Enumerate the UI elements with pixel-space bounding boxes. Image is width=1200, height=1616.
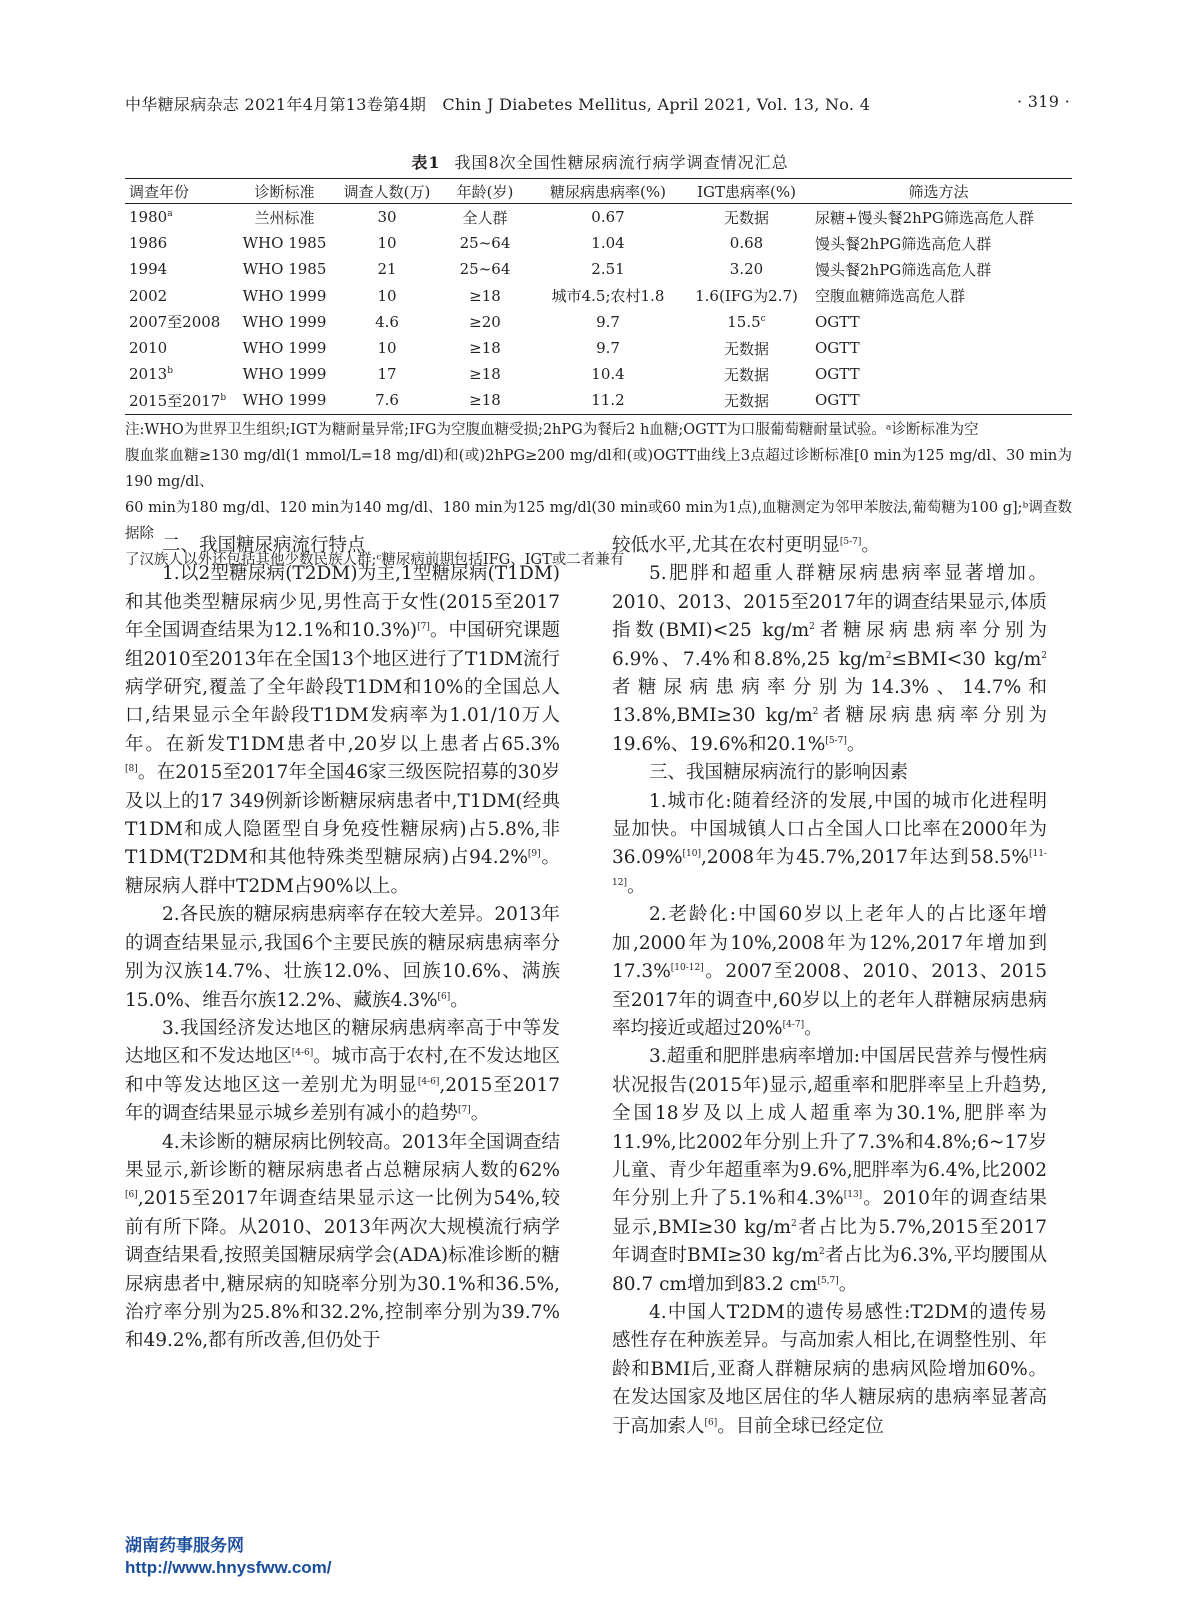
cell-text: WHO 1999 (242, 339, 327, 358)
citation: [11-12] (612, 849, 1047, 888)
table-cell-dm (528, 387, 688, 414)
cell-text: WHO 1999 (242, 286, 327, 305)
table-cell-igt (688, 283, 805, 309)
text-run: 4.未诊断的糖尿病比例较高。2013年全国调查结果显示,新诊断的糖尿病患者占总糖尿病人数的62% (125, 1131, 560, 1181)
cell-text: 0.67 (591, 208, 625, 227)
table-cell-std (237, 230, 332, 256)
table-cell-std (237, 361, 332, 387)
table-cell-std (237, 256, 332, 282)
note-line: 了汉族人以外还包括其他少数民族人群;ᶜ糖尿病前期包括IFG、IGT或二者兼有 (125, 552, 625, 568)
cell-text: 尿糖+馒头餐2hPG筛选高危人群 (815, 208, 1034, 227)
table-cell-method (805, 309, 1072, 335)
text-run: 。目前全球已经定位 (717, 1415, 884, 1437)
cell-text: OGTT (815, 391, 860, 410)
cell-text: OGTT (815, 339, 860, 358)
table-cell-n (332, 204, 442, 231)
cell-text: 1.04 (591, 234, 625, 253)
cell-text: 1994 (129, 260, 168, 279)
text-run: 。 (470, 1103, 490, 1125)
cell-text: 1980 (129, 208, 168, 227)
table-cell-age (442, 387, 528, 414)
cell-text: 2.51 (591, 260, 625, 279)
section-heading (612, 759, 1047, 787)
table-cell-year (125, 335, 237, 361)
citation: [5-7] (839, 536, 862, 547)
text-run: 者占比为5.7%,2015至2017年调查时BMI≥30 kg/m (612, 1216, 1047, 1267)
footnote-marker: b (167, 366, 173, 377)
table-cell-dm (528, 256, 688, 282)
table-cell-n (332, 387, 442, 414)
table-cell-method (805, 361, 1072, 387)
text-run: 5.肥胖和超重人群糖尿病患病率显著增加。2010、2013、2015至2017年的调查结果显示,体质指数(BMI)<25 kg/m (612, 563, 1047, 642)
body-paragraph (125, 1129, 560, 1356)
cell-text: 无数据 (723, 365, 769, 384)
cell-text: 2010 (129, 339, 168, 358)
text-run: 者糖尿病患病率分别为19.6%、19.6%和20.1% (612, 705, 1047, 755)
table-cell-age (442, 204, 528, 231)
right-column (612, 532, 1047, 1441)
table-cell-n (332, 256, 442, 282)
table-cell-n (332, 230, 442, 256)
table-cell-igt (688, 387, 805, 414)
citation: [6] (704, 1417, 718, 1428)
citation: [6] (437, 991, 451, 1002)
table-cell-igt (688, 256, 805, 282)
table-row (125, 230, 1072, 256)
cell-text: 30 (377, 208, 397, 227)
table-row (125, 387, 1072, 414)
citation: 2 (1041, 650, 1047, 661)
table-row (125, 361, 1072, 387)
cell-text: 无数据 (723, 339, 769, 358)
citation: [8] (125, 764, 138, 775)
text-run: 2.各民族的糖尿病患病率存在较大差异。2013年的调查结果显示,我国6个主要民族的糖尿病患病率分别为汉族14.7%、壮族12.0%、回族10.6%、满族15.0%、维吾尔族12.2%、藏族4.3% (125, 904, 560, 1011)
text-run: 4.中国人T2DM的遗传易感性:T2DM的遗传易感性存在种族差异。与高加索人相比,在调整性别、年龄和BMI后,亚裔人群糖尿病的患病风险增加60%。在发达国家及地区居住的华人糖尿病的患病率显著高于高加索人 (612, 1301, 1047, 1437)
body-paragraph (125, 901, 560, 1015)
cell-text: 25~64 (459, 234, 511, 253)
body-paragraph (612, 788, 1047, 902)
text-run: 二、我国糖尿病流行特点 (162, 535, 366, 556)
col-header: 诊断标准 (237, 179, 332, 204)
citation: [5-7] (825, 735, 847, 746)
table-cell-method (805, 230, 1072, 256)
table-cell-year (125, 361, 237, 387)
citation: [4-6] (417, 1076, 440, 1087)
cell-text: 0.68 (729, 234, 764, 253)
cell-text: WHO 1999 (242, 391, 327, 410)
watermark-url: http://www.hnysfww.com/ (125, 1558, 332, 1577)
col-header: 糖尿病患病率(%) (528, 179, 688, 204)
cell-text: 11.2 (591, 391, 625, 410)
table-cell-method (805, 283, 1072, 309)
citation: [6] (125, 1190, 138, 1201)
cell-text: 无数据 (723, 208, 769, 227)
cell-text: 7.6 (375, 391, 399, 410)
footnote-marker: b (220, 392, 227, 403)
note-line: 腹血浆血糖≥130 mg/dl(1 mmol/L=18 mg/dl)和(或)2hPG≥200 mg/dl和(或)OGTT曲线上3点超过诊断标准[0 min为125 mg/dl、30 min为190 mg/dl、 (125, 448, 1072, 490)
text-run: 者占比为6.3%,平均腰围从80.7 cm增加到83.2 cm (612, 1245, 1047, 1295)
text-run: 2.老龄化:中国60岁以上老年人的占比逐年增加,2000年为10%,2008年为12%,2017年增加到17.3% (612, 904, 1047, 983)
cell-text: 2015至2017 (129, 391, 221, 410)
cell-text: 馒头餐2hPG筛选高危人群 (815, 234, 992, 253)
table-cell-igt (688, 361, 805, 387)
cell-text: ≥18 (469, 391, 501, 410)
cell-text: OGTT (815, 365, 860, 384)
col-header: IGT患病率(%) (688, 179, 805, 204)
journal-citation: 中华糖尿病杂志 2021年4月第13卷第4期 Chin J Diabetes Mellitus, April 2021, Vol. 13, No. 4 (125, 95, 871, 114)
citation: 2 (809, 622, 815, 633)
page-number: · 319 · (1017, 92, 1070, 111)
cell-text: 9.7 (596, 339, 620, 358)
cell-text: 馒头餐2hPG筛选高危人群 (815, 260, 992, 279)
table-cell-method (805, 335, 1072, 361)
body-paragraph (125, 560, 560, 901)
table-cell-dm (528, 309, 688, 335)
table-cell-year (125, 230, 237, 256)
text-run: 较低水平,尤其在农村更明显 (612, 535, 840, 556)
table-row (125, 283, 1072, 309)
text-run: 。城市高于农村,在不发达地区和中等发达地区这一差别尤为明显 (125, 1046, 560, 1096)
cell-text: WHO 1999 (242, 312, 327, 331)
table-cell-std (237, 335, 332, 361)
cell-text: 4.6 (375, 312, 399, 331)
table-title: 我国8次全国性糖尿病流行病学调查情况汇总 (454, 153, 789, 172)
col-header: 年龄(岁) (442, 179, 528, 204)
cell-text: ≥18 (469, 286, 501, 305)
table-cell-igt (688, 309, 805, 335)
table-cell-method (805, 387, 1072, 414)
cell-text: ≥20 (469, 312, 501, 331)
cell-text: 1.6(IFG为2.7) (695, 287, 798, 306)
table-cell-igt (688, 230, 805, 256)
table-caption (0, 150, 1200, 173)
table-cell-std (237, 309, 332, 335)
text-run: 者糖尿病患病率分别为6.9%、7.4%和8.8%,25 kg/m (612, 620, 1047, 670)
text-run: 。在2015至2017年全国46家三级医院招募的30岁及以上的17 349例新诊断糖尿病患者中,T1DM(经典T1DM和成人隐匿型自身免疫性糖尿病)占5.8%,非T1DM(T2DM和其他特殊类型糖尿病)占94.2% (125, 762, 560, 869)
table-cell-age (442, 361, 528, 387)
survey-table (125, 178, 1072, 415)
cell-text: 3.20 (729, 260, 764, 279)
text-run: 3.我国经济发达地区的糖尿病患病率高于中等发达地区和不发达地区 (125, 1017, 560, 1068)
table-cell-igt (688, 204, 805, 231)
text-run: 。2010年的调查结果显示,BMI≥30 kg/m (612, 1188, 1047, 1238)
table-row (125, 204, 1072, 231)
text-run: 。 (846, 733, 866, 755)
table-cell-std (237, 387, 332, 414)
citation: 2 (819, 1247, 825, 1257)
footnote-marker: a (167, 209, 173, 220)
table-cell-age (442, 335, 528, 361)
text-run: 。中国研究课题组2010至2013年在全国13个地区进行了T1DM流行病学研究,覆盖了全年龄段T1DM和10%的全国总人口,结果显示全年龄段T1DM发病率为1.01/10万人年。在新发T1DM患者中,20岁以上患者占65.3% (125, 620, 560, 755)
citation: [5,7] (817, 1275, 839, 1286)
text-run: 1.以2型糖尿病(T2DM)为主,1型糖尿病(T1DM)和其他类型糖尿病少见,男性高于女性(2015至2017年全国调查结果为12.1%和10.3%) (125, 563, 560, 642)
section-heading (125, 532, 560, 560)
text-run: 。 (861, 535, 880, 556)
table-cell-n (332, 309, 442, 335)
table-body (125, 204, 1072, 415)
cell-text: OGTT (815, 312, 860, 331)
footnote-marker: c (760, 313, 766, 324)
note-line: 60 min为180 mg/dl、120 min为140 mg/dl、180 min为125 mg/dl(30 min或60 min为1点),血糖测定为邻甲苯胺法,葡萄糖为100 g];ᵇ调查数据除 (125, 500, 1072, 542)
col-header: 筛选方法 (805, 179, 1072, 204)
body-paragraph (612, 1043, 1047, 1299)
cell-text: 兰州标准 (254, 208, 315, 227)
text-run: 。 (626, 875, 646, 897)
citation: [13] (843, 1190, 863, 1201)
text-run: 1.城市化:随着经济的发展,中国的城市化进程明显加快。中国城镇人口占全国人口比率在2000年为36.09% (612, 790, 1047, 869)
cell-text: 10 (377, 339, 397, 358)
table-header-row (125, 179, 1072, 204)
table-row (125, 256, 1072, 282)
watermark-site-name: 湖南药事服务网 (125, 1536, 244, 1555)
table-cell-age (442, 309, 528, 335)
cell-text: 2007至2008 (129, 313, 221, 332)
citation: [7] (458, 1104, 471, 1115)
table-cell-dm (528, 204, 688, 231)
table-cell-igt (688, 335, 805, 361)
table-cell-method (805, 256, 1072, 282)
watermark (125, 1535, 332, 1579)
cell-text: 无数据 (723, 391, 769, 410)
table-cell-year (125, 387, 237, 414)
cell-text: 2013 (129, 365, 168, 384)
cell-text: 21 (377, 260, 397, 279)
citation: [10] (682, 849, 702, 860)
citation: 2 (791, 1218, 797, 1229)
cell-text: 10 (377, 234, 397, 253)
table-cell-n (332, 361, 442, 387)
body-paragraph (612, 532, 1047, 560)
cell-text: 全人群 (462, 208, 508, 227)
left-column (125, 532, 560, 1356)
citation: [4-6] (291, 1048, 314, 1059)
citation: [10-12] (670, 962, 704, 973)
table-row (125, 309, 1072, 335)
table-cell-dm (528, 283, 688, 309)
cell-text: WHO 1999 (242, 365, 327, 384)
table-cell-n (332, 283, 442, 309)
text-run: 者糖尿病患病率分别为14.3%、14.7%和13.8%,BMI≥30 kg/m (612, 677, 1047, 727)
col-header: 调查人数(万) (332, 179, 442, 204)
cell-text: 空腹血糖筛选高危人群 (815, 287, 966, 306)
table-cell-year (125, 283, 237, 309)
table-label: 表1 (411, 153, 441, 172)
text-run: 3.超重和肥胖患病率增加:中国居民营养与慢性病状况报告(2015年)显示,超重率和肥胖率呈上升趋势,全国18岁及以上成人超重率为30.1%,肥胖率为11.9%,比2002年分别上升了7.3%和4.8%;6~17岁儿童、青少年超重率为9.6%,肥胖率为6.4%,比2002年分别上升了5.1%和4.3% (612, 1046, 1047, 1210)
note-line: 注:WHO为世界卫生组织;IGT为糖耐量异常;IFG为空腹血糖受损;2hPG为餐后2 h血糖;OGTT为口服葡萄糖耐量试验。ᵃ诊断标准为空 (125, 422, 979, 438)
text-run: ,2015至2017年的调查结果显示城乡差别有减小的趋势 (125, 1074, 560, 1125)
cell-text: 9.7 (596, 312, 620, 331)
cell-text: ≥18 (469, 365, 501, 384)
citation: 2 (885, 650, 892, 661)
citation: [4-7] (782, 1019, 805, 1030)
cell-text: 25~64 (459, 260, 511, 279)
cell-text: ≥18 (469, 339, 501, 358)
text-run: 三、我国糖尿病流行的影响因素 (649, 762, 909, 784)
table-cell-dm (528, 230, 688, 256)
table-cell-age (442, 256, 528, 282)
cell-text: WHO 1985 (242, 234, 327, 253)
cell-text: 10.4 (591, 365, 625, 384)
text-run: ≤BMI<30 kg/m (891, 648, 1042, 670)
body-paragraph (612, 1299, 1047, 1441)
body-paragraph (612, 901, 1047, 1043)
col-header: 调查年份 (125, 179, 237, 204)
citation: [9] (527, 849, 541, 860)
body-paragraph (125, 1015, 560, 1129)
table-cell-dm (528, 361, 688, 387)
text-run: ,2015至2017年调查结果显示这一比例为54%,较前有所下降。从2010、2013年两次大规模流行病学调查结果看,按照美国糖尿病学会(ADA)标准诊断的糖尿病患者中,糖尿病的知晓率分别为30.1%和36.5%,治疗率分别为25.8%和32.2%,控制率分别为39.7%和49.2%,都有所改善,但仍处于 (125, 1188, 560, 1352)
text-run: ,2008年为45.7%,2017年达到58.5% (701, 847, 1029, 869)
body-paragraph (612, 560, 1047, 759)
cell-text: 17 (377, 365, 397, 384)
cell-text: 10 (377, 286, 397, 305)
table-cell-std (237, 204, 332, 231)
citation: 2 (812, 707, 819, 718)
cell-text: 1986 (129, 234, 168, 253)
text-run: 。 (838, 1273, 858, 1295)
table-cell-std (237, 283, 332, 309)
text-run: 。 (450, 989, 469, 1011)
table-cell-n (332, 335, 442, 361)
table-cell-year (125, 256, 237, 282)
citation: [7] (417, 622, 430, 633)
table-cell-year (125, 204, 237, 231)
table-cell-dm (528, 335, 688, 361)
text-run: 。 (804, 1017, 823, 1039)
table-cell-age (442, 230, 528, 256)
text-run: 。糖尿病人群中T2DM占90%以上。 (125, 847, 560, 897)
table-cell-method (805, 204, 1072, 231)
cell-text: 15.5 (727, 312, 761, 331)
text-run: 。2007至2008、2010、2013、2015至2017年的调查中,60岁以上的老年人群糖尿病患病率均接近或超过20% (612, 961, 1047, 1039)
cell-text: 城市4.5;农村1.8 (551, 287, 665, 306)
table-cell-age (442, 283, 528, 309)
table-row (125, 335, 1072, 361)
cell-text: WHO 1985 (242, 260, 327, 279)
cell-text: 2002 (129, 286, 168, 305)
table-cell-year (125, 309, 237, 335)
